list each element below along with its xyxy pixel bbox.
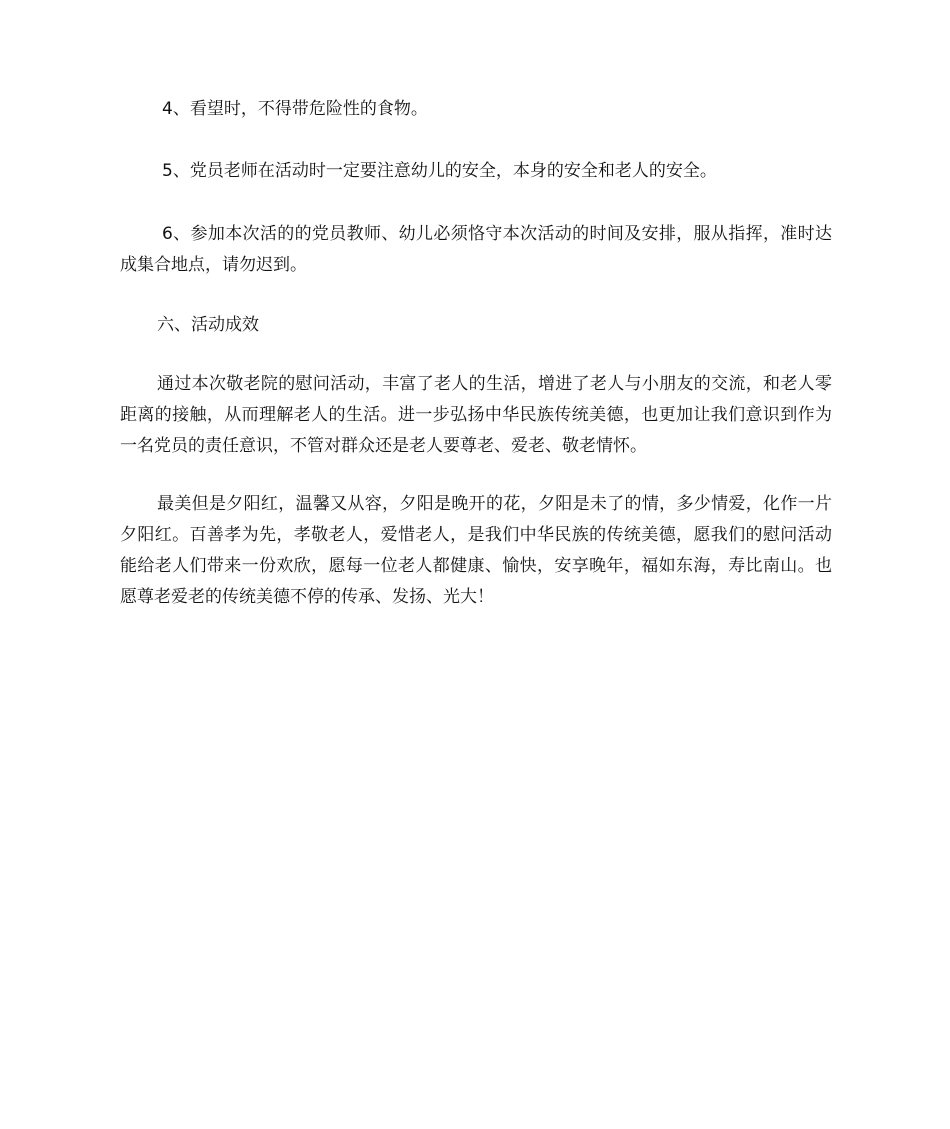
results-paragraph: 通过本次敬老院的慰问活动，丰富了老人的生活，增进了老人与小朋友的交流，和老人零距离的接触，从而理解老人的生活。进一步弘扬中华民族传统美德，也更加让我们意识到作为一名党员的责任意识，不管对群众还是老人要尊老、爱老、敬老情怀。 — [120, 374, 832, 456]
rule-item-5: 5、党员老师在活动时一定要注意幼儿的安全，本身的安全和老人的安全。 — [162, 161, 717, 181]
section-heading-results: 六、活动成效 — [157, 315, 259, 335]
rule-item-4: 4、看望时，不得带危险性的食物。 — [162, 99, 428, 119]
closing-paragraph: 最美但是夕阳红，温馨又从容，夕阳是晚开的花，夕阳是未了的情，多少情爱，化作一片夕阳红。百善孝为先，孝敬老人，爱惜老人，是我们中华民族的传统美德，愿我们的慰问活动能给老人们带来一份欢欣，愿每一位老人都健康、愉快，安享晚年，福如东海，寿比南山。也愿尊老爱老的传统美德不停的传承、发扬、光大！ — [120, 494, 832, 607]
rule-item-6: 6、参加本次活的的党员教师、幼儿必须恪守本次活动的时间及安排，服从指挥，准时达成集合地点，请勿迟到。 — [120, 224, 832, 275]
